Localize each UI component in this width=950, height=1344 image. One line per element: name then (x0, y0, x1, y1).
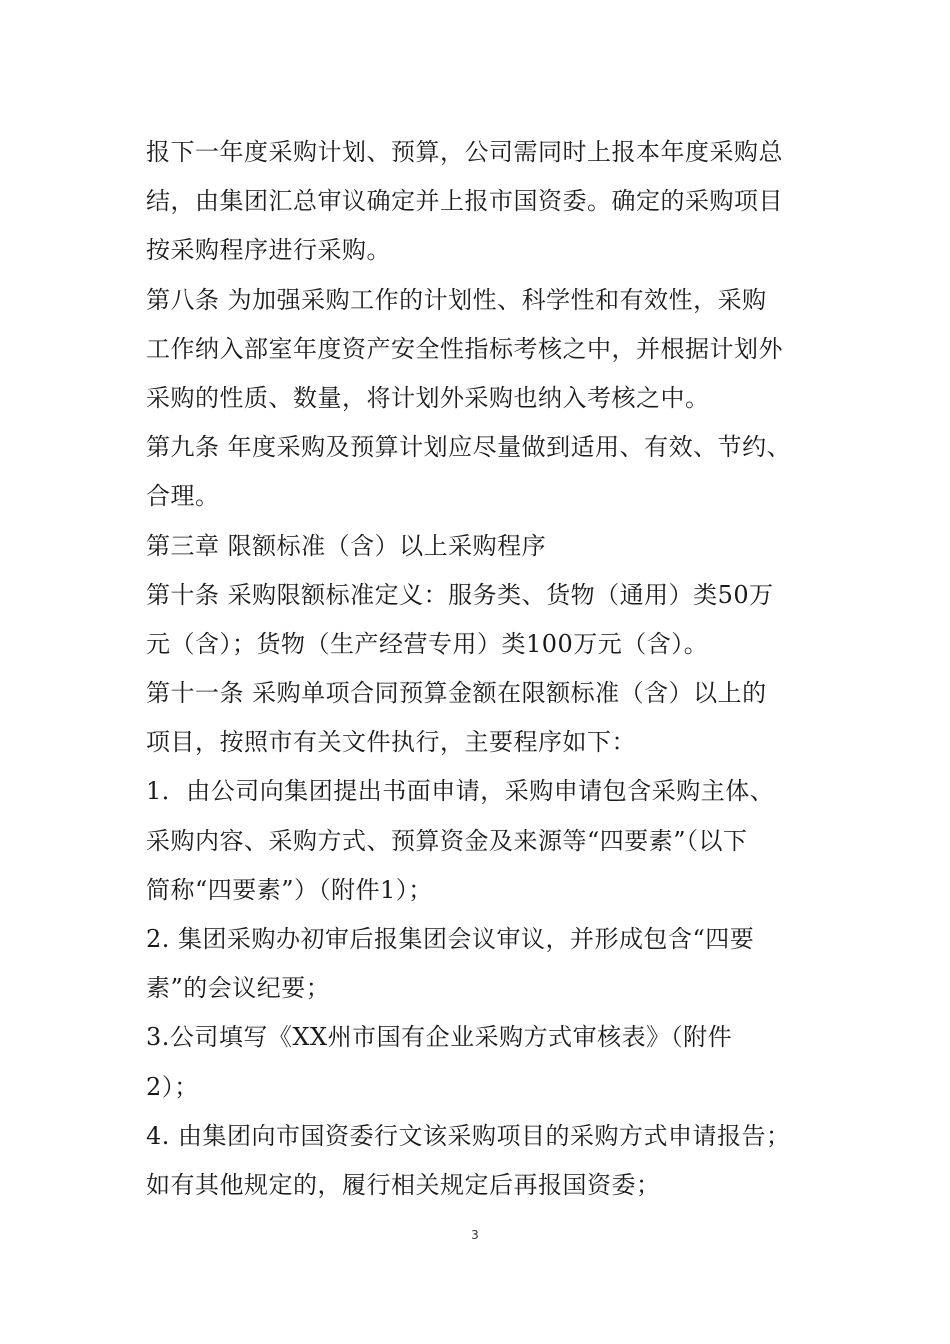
text-line: 工作纳入部室年度资产安全性指标考核之中，并根据计划外 (146, 334, 783, 363)
page-number: 3 (471, 1228, 479, 1242)
article-10-line: 第十条 采购限额标准定义：服务类、货物（通用）类50万 (146, 580, 774, 609)
text-line: 项目，按照市有关文件执行，主要程序如下： (146, 728, 636, 757)
article-11-line: 第十一条 采购单项合同预算金额在限额标准（含）以上的 (146, 679, 767, 708)
list-item-4: 4. 由集团向市国资委行文该采购项目的采购方式申请报告； (146, 1121, 791, 1150)
text-line: 采购内容、采购方式、预算资金及来源等“四要素”（以下 (146, 826, 748, 855)
body-text (146, 128, 818, 1210)
text-line: 素”的会议纪要； (146, 974, 331, 1003)
text-line: 2）； (146, 1072, 199, 1101)
text-line: 报下一年度采购计划、预算，公司需同时上报本年度采购总 (146, 138, 783, 166)
text-line: 如有其他规定的，履行相关规定后再报国资委； (146, 1170, 661, 1199)
article-8-line: 第八条 为加强采购工作的计划性、科学性和有效性，采购 (146, 285, 767, 314)
text-line: 按采购程序进行采购。 (146, 236, 391, 265)
text-line: 采购的性质、数量，将计划外采购也纳入考核之中。 (146, 383, 710, 412)
text-line: 合理。 (146, 482, 220, 511)
text-line: 元（含）；货物（生产经营专用）类100万元（含）。 (146, 629, 709, 658)
chapter-3-heading: 第三章 限额标准（含）以上采购程序 (146, 531, 547, 560)
list-item-2: 2. 集团采购办初审后报集团会议审议，并形成包含“四要 (146, 925, 755, 953)
text-line: 简称“四要素”）（附件1）； (146, 875, 433, 904)
text-line: 结，由集团汇总审议确定并上报市国资委。确定的采购项目 (146, 187, 783, 216)
list-item-1: 1．由公司向集团提出书面申请，采购申请包含采购主体、 (146, 777, 775, 806)
article-9-line: 第九条 年度采购及预算计划应尽量做到适用、有效、节约、 (146, 433, 792, 462)
list-item-3: 3.公司填写《XX州市国有企业采购方式审核表》（附件 (146, 1023, 733, 1052)
